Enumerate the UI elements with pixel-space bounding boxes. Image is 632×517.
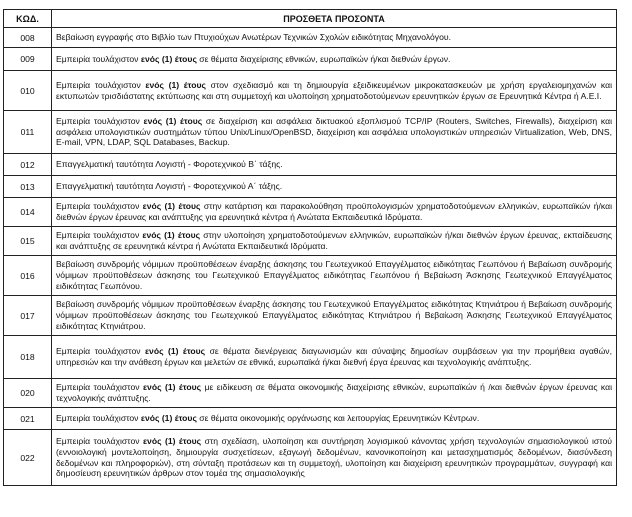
header-description: ΠΡΟΣΘΕΤΑ ΠΡΟΣΟΝΤΑ — [52, 10, 617, 28]
row-code: 015 — [4, 227, 52, 256]
row-code: 016 — [4, 256, 52, 296]
row-description: Εμπειρία τουλάχιστον ενός (1) έτους στον σχεδιασμό και τη δημιουργία εξειδικευμένων μικροκατασκευών με χρήση εργαλειομηχανών και εκτυπωτών τρισδιάστατης εκτύπωσης και στη συμμετοχή και υλοποίηση χρηματοδοτούμενων ερευνητικών έργων σε Ερευνητικά Κέντρα ή Α.Ε.Ι. — [52, 71, 617, 111]
table-row — [4, 71, 617, 111]
table-row — [4, 28, 617, 48]
row-description: Βεβαίωση συνδρομής νόμιμων προϋποθέσεων έναρξης άσκησης του Γεωτεχνικού Επαγγέλματος ειδικότητας Κτηνιάτρου ή Βεβαίωση συνδρομής νόμιμων προϋποθέσεων άσκησης του Γεωτεχνικού Επαγγέλματος ειδικότητας Κτηνιάτρου ή Βεβαίωση Άσκησης Γεωτεχνικού Επαγγέλματος ειδικότητας Κτηνιάτρου. — [52, 296, 617, 336]
row-code: 018 — [4, 336, 52, 379]
row-description: Βεβαίωση εγγραφής στο Βιβλίο των Πτυχιούχων Ανωτέρων Τεχνικών Σχολών ειδικότητας Μηχανολόγου. — [52, 28, 617, 48]
table-row — [4, 296, 617, 336]
row-code: 012 — [4, 154, 52, 176]
table-row — [4, 176, 617, 198]
row-description: Εμπειρία τουλάχιστον ενός (1) έτους στη σχεδίαση, υλοποίηση και συντήρηση λογισμικού κάνοντας χρήση τεχνολογιών σημασιολογικού ιστού (εννοιολογική μοντελοποίηση, δημιουργία συσχετίσεων, εξαγωγή δεδομένων, κανονικοποίηση και μετασχηματισμός δεδομένων, διασύνδεση δεδομένων και πληροφοριών), στη σύνταξη προτάσεων και τη συμμετοχή, υλοποίηση και διαχείριση ερευνητικών προγραμμάτων, συγγραφή και δημοσίευση ερευνητικών άρθρων στον τομέα της σημασιολογικής — [52, 430, 617, 486]
table-row — [4, 430, 617, 486]
table-header-row — [4, 10, 617, 28]
table-row — [4, 198, 617, 227]
row-code: 014 — [4, 198, 52, 227]
qualifications-document — [3, 9, 616, 486]
row-code: 021 — [4, 408, 52, 430]
row-description: Εμπειρία τουλάχιστον ενός (1) έτους σε θέματα διαχείρισης εθνικών, ευρωπαϊκών ή/και διεθνών έργων. — [52, 48, 617, 71]
table-row — [4, 336, 617, 379]
table-row — [4, 379, 617, 408]
row-description: Εμπειρία τουλάχιστον ενός (1) έτους στην υλοποίηση χρηματοδοτούμενων ελληνικών, ευρωπαϊκών ή/και διεθνών έργων έρευνας, εκπαίδευσης και ανάπτυξης σε ερευνητικά κέντρα ή Ανώτατα Εκπαιδευτικά Ιδρύματα. — [52, 227, 617, 256]
table-row — [4, 48, 617, 71]
qualifications-table — [3, 9, 617, 486]
row-description: Εμπειρία τουλάχιστον ενός (1) έτους σε διαχείριση και ασφάλεια δικτυακού εξοπλισμού TCP/IP (Routers, Switches, Firewalls), διαχείριση και ασφάλεια υπολογιστικών συστημάτων τύπου Unix/Linux/OpenBSD, διαχείριση και ασφάλεια υπολογιστικών υπηρεσιών Virtualization, Web, DNS, E-mail, VPN, LDAP, SQL Databases, Backup. — [52, 111, 617, 154]
table-row — [4, 111, 617, 154]
row-description: Εμπειρία τουλάχιστον ενός (1) έτους στην κατάρτιση και παρακολούθηση προϋπολογισμών χρηματοδοτούμενων ελληνικών, ευρωπαϊκών ή/και διεθνών έργων έρευνας και ανάπτυξης για ερευνητικά κέντρα ή Ανώτατα Εκπαιδευτικά Ιδρύματα. — [52, 198, 617, 227]
row-code: 017 — [4, 296, 52, 336]
row-code: 008 — [4, 28, 52, 48]
row-code: 010 — [4, 71, 52, 111]
table-row — [4, 227, 617, 256]
row-code: 011 — [4, 111, 52, 154]
table-body — [4, 28, 617, 486]
row-description: Επαγγελματική ταυτότητα Λογιστή - Φοροτεχνικού Α΄ τάξης. — [52, 176, 617, 198]
row-code: 022 — [4, 430, 52, 486]
row-description: Εμπειρία τουλάχιστον ενός (1) έτους με ειδίκευση σε θέματα οικονομικής διαχείρισης εθνικών, ευρωπαϊκών ή /και διεθνών έργων έρευνας και τεχνολογικής ανάπτυξης. — [52, 379, 617, 408]
table-row — [4, 408, 617, 430]
table-row — [4, 154, 617, 176]
row-code: 009 — [4, 48, 52, 71]
row-code: 020 — [4, 379, 52, 408]
row-code: 013 — [4, 176, 52, 198]
row-description: Εμπειρία τουλάχιστον ενός (1) έτους σε θέματα διενέργειας διαγωνισμών και σύναψης δημοσίων συμβάσεων για την προμήθεια αγαθών, υπηρεσιών και την ανάθεση έργων και μελετών σε εθνικά, ευρωπαϊκά ή/και διεθνή έργα έρευνας και τεχνολογικής ανάπτυξης. — [52, 336, 617, 379]
header-code: ΚΩΔ. — [4, 10, 52, 28]
row-description: Επαγγελματική ταυτότητα Λογιστή - Φοροτεχνικού Β΄ τάξης. — [52, 154, 617, 176]
row-description: Βεβαίωση συνδρομής νόμιμων προϋποθέσεων έναρξης άσκησης του Γεωτεχνικού Επαγγέλματος ειδικότητας Γεωπόνου ή Βεβαίωση συνδρομής νόμιμων προϋποθέσεων άσκησης του Γεωτεχνικού Επαγγέλματος ειδικότητας Γεωπόνου ή Βεβαίωση Άσκησης Γεωτεχνικού Επαγγέλματος ειδικότητας Γεωπόνου. — [52, 256, 617, 296]
table-row — [4, 256, 617, 296]
row-description: Εμπειρία τουλάχιστον ενός (1) έτους σε θέματα οικονομικής οργάνωσης και λειτουργίας Ερευνητικών Κέντρων. — [52, 408, 617, 430]
